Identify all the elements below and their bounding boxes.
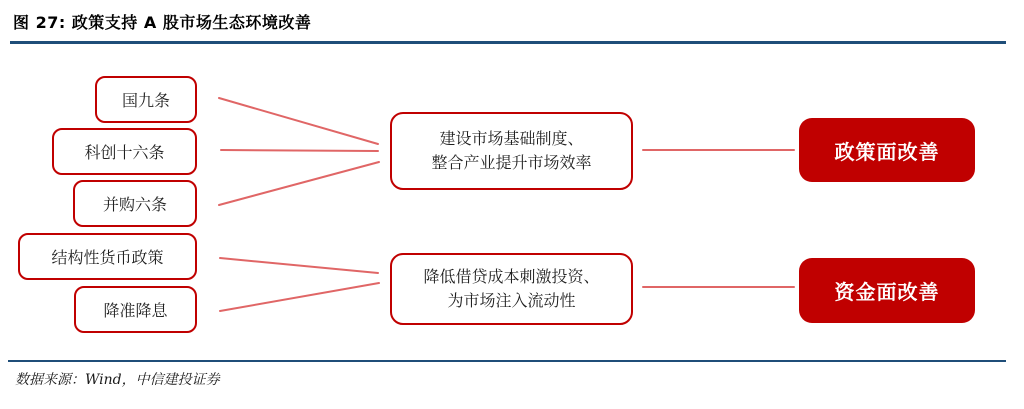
node-market-foundation (390, 112, 633, 190)
node-policy-improvement (799, 118, 975, 182)
node-kechuang-shiliu-tiao (52, 128, 197, 175)
node-binggou-liu-tiao (73, 180, 197, 227)
node-label: 结构性货币政策 (51, 248, 164, 267)
edge-kechuang-to-middle-top (221, 150, 378, 151)
node-guo-jiu-tiao (95, 76, 197, 123)
node-label: 国九条 (121, 91, 170, 110)
title-divider-rule (10, 41, 1006, 44)
node-label-line1: 降低借贷成本刺激投资、 (423, 267, 600, 286)
node-jiangzhun-jiangxi (74, 286, 197, 333)
edge-binggou-to-middle-top (219, 162, 379, 205)
node-label: 科创十六条 (84, 143, 165, 162)
edge-jiegouxing-to-middle-bottom (220, 258, 378, 273)
node-funds-improvement (799, 258, 975, 323)
node-label-line2: 为市场注入流动性 (447, 291, 576, 310)
node-jiegouxing-huobi-zhengce (18, 233, 197, 280)
data-source-note: 数据来源：Wind，中信建投证券 (15, 372, 220, 388)
figure-title: 图 27: 政策支持 A 股市场生态环境改善 (13, 13, 312, 32)
node-label: 政策面改善 (834, 139, 940, 164)
footer-divider-rule (8, 360, 1006, 362)
node-label: 资金面改善 (834, 280, 940, 304)
node-label-line2: 整合产业提升市场效率 (431, 153, 592, 172)
node-label: 降准降息 (103, 301, 168, 320)
node-label-line1: 建设市场基础制度、 (439, 129, 584, 148)
edge-guojiutiao-to-middle-top (219, 98, 378, 144)
node-label: 并购六条 (102, 195, 167, 214)
edge-jiangzhun-to-middle-bottom (220, 283, 379, 311)
node-lower-borrowing-cost (390, 253, 633, 325)
